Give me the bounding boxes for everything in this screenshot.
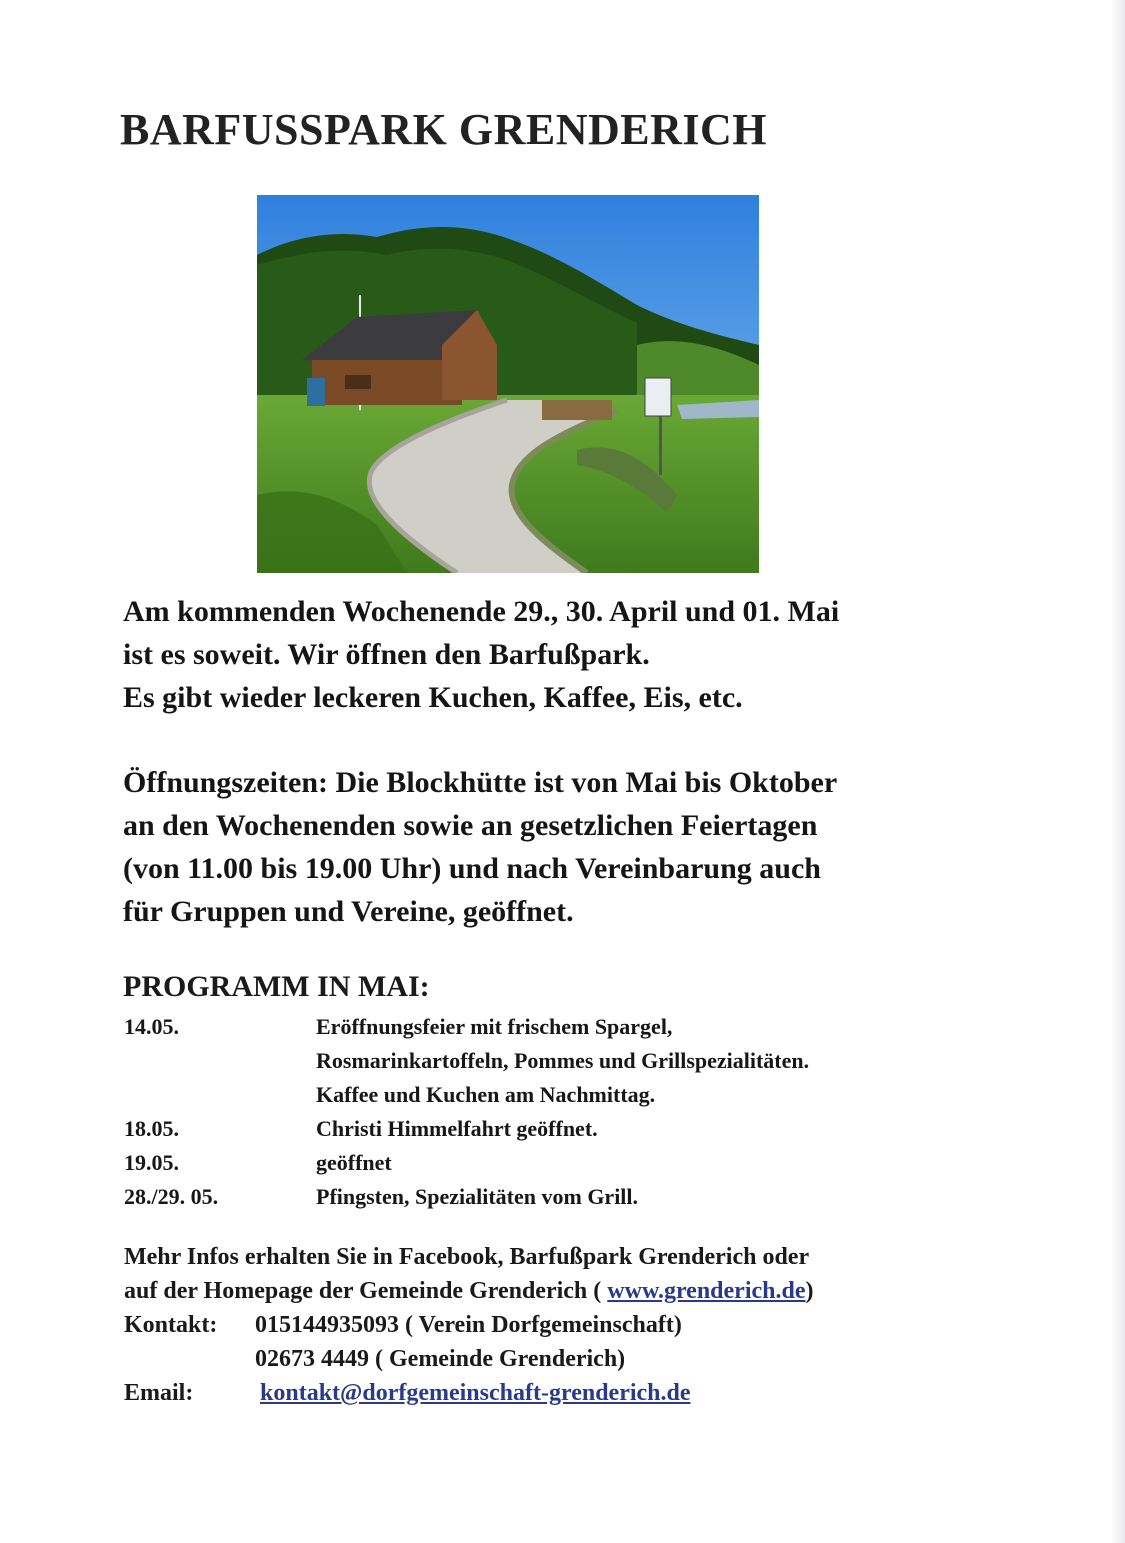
program-description: [316, 1112, 1024, 1146]
program-date: 18.05.: [124, 1116, 179, 1141]
contact-row: [124, 1342, 1024, 1376]
contact-row: [124, 1308, 1024, 1342]
contact-info: [124, 1240, 1024, 1410]
program-line: Pfingsten, Spezialitäten vom Grill.: [316, 1184, 639, 1209]
program-line: Christi Himmelfahrt geöffnet.: [316, 1116, 598, 1141]
info-text: auf der Homepage der Gemeinde Grenderich (: [124, 1278, 608, 1304]
program-line: Rosmarinkartoffeln, Pommes und Grillspezialitäten.: [316, 1048, 810, 1073]
program-entry: [124, 1112, 1024, 1146]
program-date: 28./29. 05.: [124, 1184, 219, 1209]
program-heading: PROGRAMM IN MAI:: [123, 970, 430, 1003]
program-description: [316, 1180, 1024, 1214]
hours-line: Öffnungszeiten: Die Blockhütte ist von Mai bis Oktober: [123, 766, 838, 799]
park-photo: [257, 195, 759, 573]
program-line: Eröffnungsfeier mit frischem Spargel,: [316, 1014, 673, 1039]
hours-line: an den Wochenenden sowie an gesetzlichen Feiertagen: [123, 809, 818, 842]
phone-club: 015144935093 ( Verein Dorfgemeinschaft): [255, 1312, 682, 1338]
info-text: ): [805, 1278, 814, 1304]
intro-text: [123, 590, 839, 719]
intro-line: Es gibt wieder leckeren Kuchen, Kaffee, Eis, etc.: [123, 681, 743, 714]
cabin-wall: [312, 360, 462, 405]
phone-municipality: 02673 4449 ( Gemeinde Grenderich): [255, 1346, 626, 1372]
hours-line: für Gruppen und Vereine, geöffnet.: [123, 895, 574, 928]
page-title: BARFUSSPARK GRENDERICH: [120, 105, 768, 154]
contact-label: Kontakt:: [124, 1312, 218, 1338]
picnic-area: [542, 400, 612, 420]
program-date: 19.05.: [124, 1150, 179, 1175]
email-row: [124, 1376, 1024, 1410]
info-line-homepage: [124, 1274, 1024, 1308]
intro-line: Am kommenden Wochenende 29., 30. April und 01. Mai: [123, 595, 840, 628]
program-description: [316, 1146, 1024, 1180]
email-label: Email:: [124, 1380, 194, 1406]
program-list: [124, 1010, 1024, 1214]
website-link[interactable]: www.grenderich.de: [607, 1278, 806, 1304]
program-description: [316, 1010, 1024, 1112]
info-line: Mehr Infos erhalten Sie in Facebook, Barfußpark Grenderich oder: [124, 1244, 810, 1270]
program-date: 14.05.: [124, 1014, 179, 1039]
cabin-door: [307, 378, 325, 406]
sign: [645, 378, 671, 416]
program-entry: [124, 1180, 1024, 1214]
program-line: geöffnet: [316, 1150, 392, 1175]
intro-line: ist es soweit. Wir öffnen den Barfußpark.: [123, 638, 650, 671]
opening-hours-text: [123, 761, 837, 933]
page-edge-shadow: [1111, 0, 1125, 1543]
program-entry: [124, 1010, 1024, 1112]
hours-line: (von 11.00 bis 19.00 Uhr) und nach Vereinbarung auch: [123, 852, 821, 885]
program-line: Kaffee und Kuchen am Nachmittag.: [316, 1082, 656, 1107]
program-entry: [124, 1146, 1024, 1180]
cabin-window: [345, 375, 371, 389]
email-link[interactable]: kontakt@dorfgemeinschaft-grenderich.de: [260, 1380, 691, 1406]
